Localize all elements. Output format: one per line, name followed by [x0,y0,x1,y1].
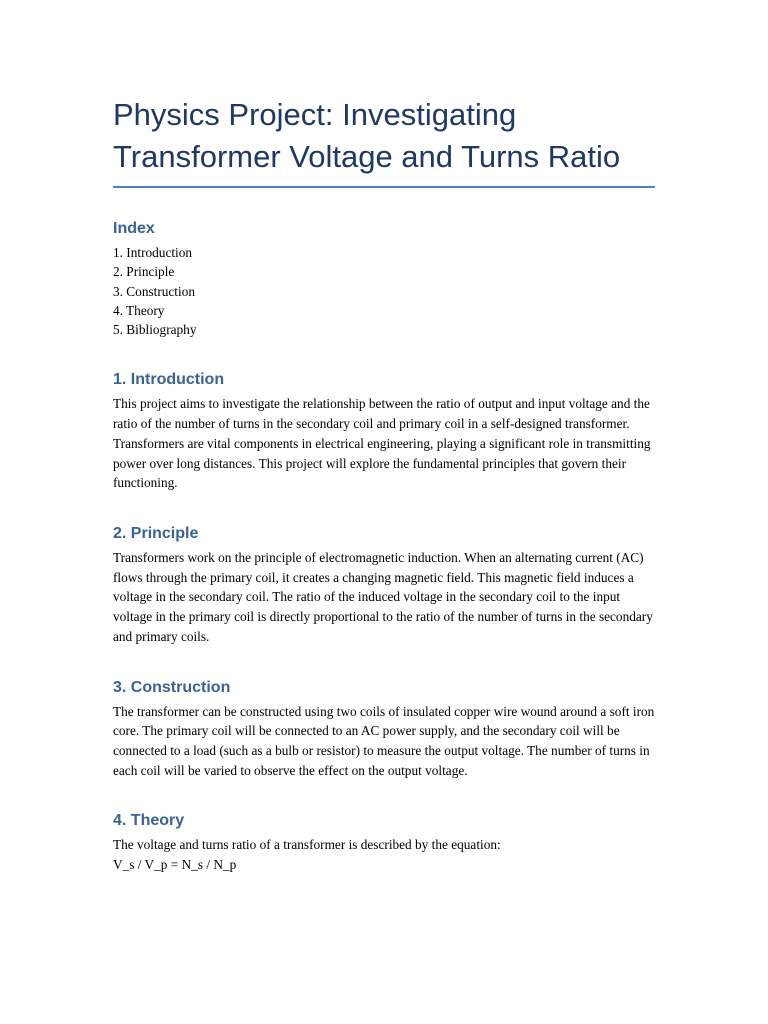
section-introduction [113,369,655,493]
index-item-theory: 4. Theory [113,302,165,318]
index-item-principle: 2. Principle [113,264,175,280]
section-body: The transformer can be constructed using two coils of insulated copper wire wound around a soft iron core. The primary coil will be connected to an AC power supply, and the secondary coil will be connected to a load (such as a bulb or resistor) to measure the output voltage. The number of turns in each coil will be varied to observe the effect on the output voltage. [113,703,655,778]
index-item-bibliography: 5. Bibliography [113,322,197,338]
title-line-1: Physics Project: Investigating [113,97,517,132]
index-item-introduction: 1. Introduction [113,245,193,260]
section-heading: 3. Construction [113,678,231,696]
section-construction [113,677,655,781]
title-line-2: Transformer Voltage and Turns Ratio [113,139,621,174]
section-body: This project aims to investigate the relationship between the ratio of output and input voltage and the ratio of the number of turns in the secondary coil and primary coil in a self-designed transformer. Transformers are vital components in electrical engineering, playing a significant role in transmitting power over long distances. This project will explore the fundamental principles that govern their functioning. [113,396,651,491]
section-body: Transformers work on the principle of electromagnetic induction. When an alternating current (AC) flows through the primary coil, it creates a changing magnetic field. This magnetic field induces a voltage in the secondary coil. The ratio of the induced voltage in the secondary coil to the input voltage in the primary coil is directly proportional to the ratio of the number of turns in the secondary and primary coils. [113,550,653,644]
theory-equation: V_s / V_p = N_s / N_p [113,857,237,873]
document-page [113,94,655,875]
section-principle [113,523,655,647]
index-list [113,243,655,339]
section-heading: 1. Introduction [113,371,225,389]
index-heading: Index [113,220,155,237]
section-heading: 2. Principle [113,525,199,542]
section-heading: 4. Theory [113,812,185,830]
document-title [113,94,655,188]
section-body: The voltage and turns ratio of a transformer is described by the equation: [113,837,501,853]
index-item-construction: 3. Construction [113,283,195,299]
section-theory [113,810,655,874]
